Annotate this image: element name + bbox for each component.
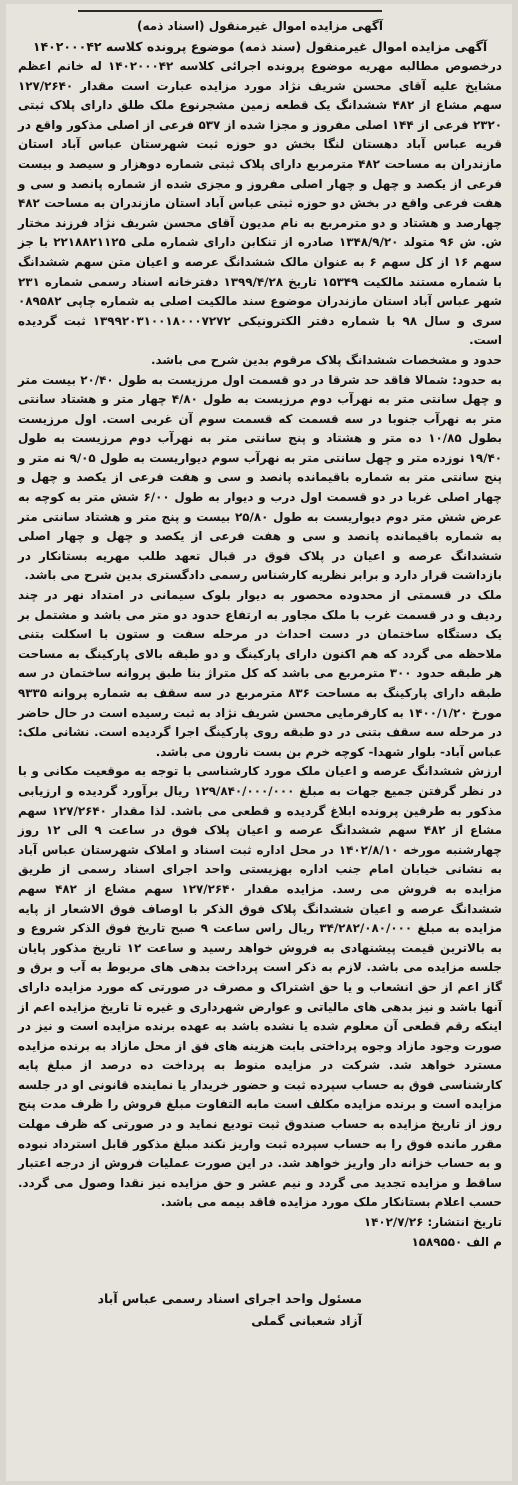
signature-title: مسئول واحد اجرای اسناد رسمی عباس آباد: [97, 1291, 362, 1307]
notice-subheader: آگهی مزایده اموال غیرمنقول (سند ذمه) موضوع پرونده کلاسه ۱۴۰۲۰۰۰۴۲: [32, 39, 488, 54]
notice-paragraph-5: ارزش ششدانگ عرصه و اعیان ملک مورد کارشناسی با توجه به موقعیت مکانی و با در نظر گرفتن جمیع جهات به مبلغ ۱۲۹/۸۴۰/۰۰۰/۰۰۰ ریال برآورد گردیده و ارزیابی مذکور به طرفین پرونده ابلاغ گردیده و قطعی می باشد. لذا مقدار ۱۲۷/۲۶۴۰ سهم مشاع از ۴۸۲ سهم ششدانگ عرصه و اعیان پلاک فوق در ساعت ۹ الی ۱۲ روز چهارشنبه مورخه ۱۴۰۲/۸/۱۰ در محل اداره ثبت اسناد و املاک شهرستان عباس آباد به نشانی خیابان امام جنب اداره بهزیستی واحد اجرای اسناد رسمی از طریق مزایده به فروش می رسد. مزایده مقدار ۱۲۷/۲۶۴۰ سهم مشاع از ۴۸۲ سهم ششدانگ عرصه و اعیان ششدانگ پلاک فوق الذکر با اوصاف فوق الاشعار از پایه مزایده به مبلغ ۳۴/۲۸۲/۰۸۰/۰۰۰ ریال راس ساعت ۹ صبح تاریخ فوق الذکر شروع و به بالاترین قیمت پیشنهادی به فروش خواهد رسید و ساعت ۱۲ تاریخ مذکور پایان جلسه مزایده می باشد. لازم به ذکر است پرداخت بدهی های مربوط به آب و برق و گاز اعم از حق انشعاب و یا حق اشتراک و مصرف در صورتی که مورد مزایده دارای آنها باشد و نیز بدهی های مالیاتی و عوارض شهرداری و غیره تا تاریخ مزایده اعم از اینکه رقم قطعی آن معلوم شده یا نشده باشد به عهده برنده مزایده است و نیز در صورت وجود مازاد وجوه پرداختی بابت هزینه های فق از محل مازاد به برنده مزایده مسترد خواهد شد. شرکت در مزایده منوط به پرداخت ده درصد از مبلغ پایه کارشناسی فوق به حساب سپرده ثبت و حضور خریدار یا نماینده قانونی او در جلسه مزایده است و برنده مزایده مکلف است مابه التفاوت مبلغ فروش را ظرف مدت پنج روز از تاریخ مزایده به حساب صندوق ثبت تودیع نماید و در صورتی که ظرف مهلت مقرر مانده فوق را به حساب سپرده ثبت واریز نکند مبلغ مذکور قابل استرداد نبوده و به حساب خزانه دار واریز خواهد شد. در این صورت عملیات فروش از درجه اعتبار ساقط و مزایده تجدید می گردد و نیم عشر و حق مزایده نیز نقدا وصول می گردد. حسب اعلام بستانکار ملک مورد مزایده فاقد بیمه می باشد.: [18, 764, 502, 1210]
notice-paragraph-3: به حدود: شمالا فاقد حد شرقا در دو قسمت اول مرزیست به طول ۲۰/۴۰ بیست متر و چهل سانتی متر به نهرآب دوم مرزیست به طول ۴/۸۰ چهار متر و هشتاد سانتی متر به نهرآب جنوبا در سه قسمت که قسمت سوم آن غربی است. اول مرزیست بطول ۱۰/۸۵ ده متر و هشتاد و پنج سانتی متر به نهرآب دوم مرزیست به طول ۱۹/۴۰ نوزده متر و چهل سانتی متر به نهرآب سوم دیواریست به طول ۹/۰۵ نه متر و پنج سانتی متر به شماره باقیمانده پانصد و سی و هفت فرعی از یکصد و چهل و چهار اصلی غربا در دو قسمت اول درب و دیوار به طول ۶/۰۰ شش متر به کوچه به عرض شش متر دوم دیواریست به طول ۲۵/۸۰ بیست و پنج متر و هشتاد سانتی متر به شماره باقیمانده پانصد و سی و هفت فرعی از یکصد و چهل و چهار اصلی ششدانگ عرصه و اعیان در پلاک فوق در قبال تعهد طلب مهریه بستانکار در بازداشت قرار دارد و برابر نظریه کارشناس رسمی دادگستری بدین شرح می باشد.: [18, 372, 503, 583]
notice-paragraph-2: حدود و مشخصات ششدانگ پلاک مرقوم بدین شرح می باشد.: [150, 352, 502, 367]
notice-header: آگهی مزایده اموال غیرمنقول (اسناد ذمه): [137, 19, 383, 33]
top-divider: [78, 10, 382, 12]
notice-paragraph-4: ملک در قسمتی از محدوده محصور به دیوار بلوک سیمانی در امتداد نهر در چند ردیف و در قسمت غرب با ملک مجاور به ارتفاع حدود دو متر می باشد و مشتمل بر یک دستگاه ساختمان در دست احداث در مرحله سفت و ستون با اسکلت بتنی ملاحظه می گردد که هم اکنون دارای پارکینگ و دو طبقه بالای پارکینگ به مساحت هر طبقه حدود ۳۰۰ مترمربع می باشد که کل متراژ بنا طبق پروانه ساختمان در سه طبقه دارای پارکینگ به مساحت ۸۳۶ مترمربع در سه سقف به شماره پروانه ۹۳۳۵ مورخ ۱۴۰۰/۱/۲۰ به کارفرمایی محسن شریف نژاد به ثبت رسیده است در حال حاضر در مرحله سه سقف بتنی در دو طبقه روی پارکینگ اجرا گردیده است. نشانی ملک: عباس آباد- بلوار شهدا- کوچه خرم بن بست نارون می باشد.: [18, 588, 502, 759]
signature-block: [18, 1288, 502, 1332]
signature-name: آزاد شعبانی گملی: [251, 1313, 362, 1329]
notice-paragraph-1: درخصوص مطالبه مهریه موضوع پرونده اجرائی کلاسه ۱۴۰۲۰۰۰۴۲ له خانم اعظم مشایخ علیه آقای محسن شریف نژاد مورد مزایده عبارت است مقدار ۱۲۷/۲۶۴۰ سهم مشاع از ۴۸۲ ششدانگ یک قطعه زمین مشجرنوع ملک طلق دارای پلاک ثبتی ۲۳۲۰ فرعی از ۱۴۴ اصلی مفروز و مجزا شده از ۵۳۷ فرعی از اصلی مذکور واقع در قریه عباس آباد دهستان لنگا بخش دو حوزه ثبت شهرستان عباس آباد استان مازندران به مساحت ۴۸۲ مترمربع دارای پلاک ثبتی شماره دوهزار و سیصد و بیست فرعی از یکصد و چهل و چهار اصلی مفروز و مجزی شده از شماره پانصد و سی و هفت فرعی واقع در بخش دو حوزه ثبتی عباس آباد استان مازندران به مساحت ۴۸۲ چهارصد و هشتاد و دو مترمربع به نام مدیون آقای محسن شریف نژاد فرزند مختار ش. ش ۹۶ متولد ۱۳۴۸/۹/۲۰ صادره از تنکابن دارای شماره ملی ۲۲۱۸۸۲۱۱۲۵ با جز سهم ۱۶ از کل سهم ۶ به عنوان مالک ششدانگ عرصه و اعیان متن سهم ششدانگ با شماره مستند مالکیت ۱۵۳۴۹ تاریخ ۱۳۹۹/۴/۲۸ دفترخانه اسناد رسمی شماره ۲۳۱ شهر عباس آباد استان مازندران موضوع سند مالکیت اصلی به شماره چاپی ۰۸۹۵۸۲ سری و سال ۹۸ با شماره دفتر الکترونیکی ۱۳۹۹۲۰۳۱۰۰۱۸۰۰۰۷۲۷۲ ثبت گردیده است.: [18, 59, 502, 348]
publish-date: تاریخ انتشار: ۱۴۰۲/۷/۲۶: [363, 1215, 502, 1230]
newspaper-clipping: [6, 4, 512, 1481]
reference-code: م الف ۱۵۸۹۵۵۰: [411, 1234, 502, 1249]
